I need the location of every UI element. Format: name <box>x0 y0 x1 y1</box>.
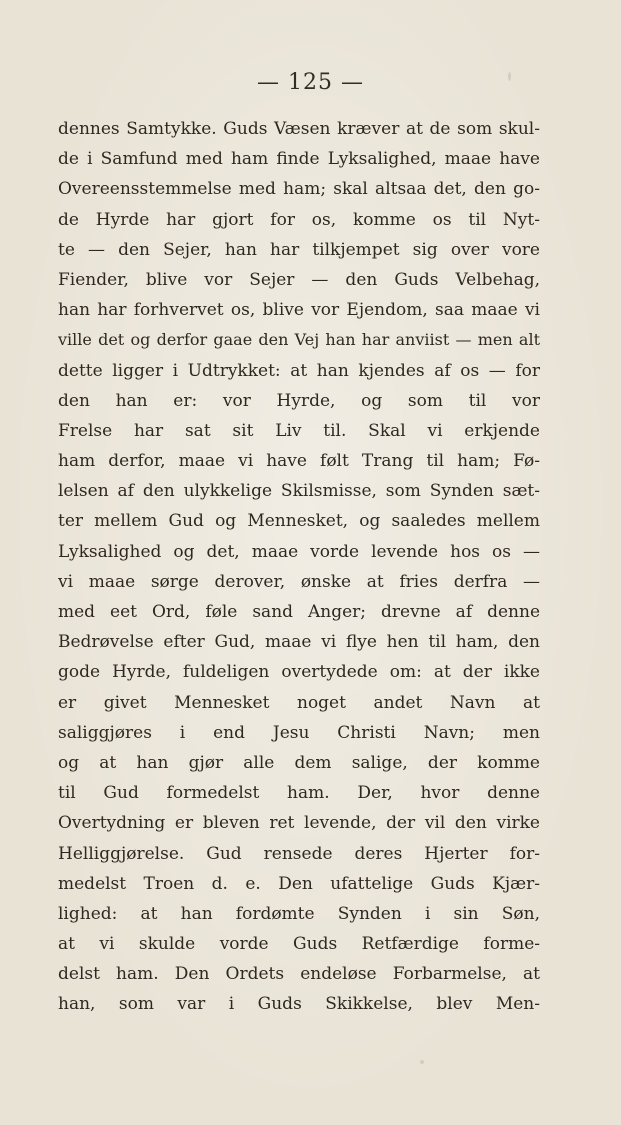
text-line: lighed: at han fordømte Synden i sin Søn, <box>58 903 540 924</box>
text-line: til Gud formedelst ham. Der, hvor denne <box>58 783 540 804</box>
body-text <box>58 114 540 1020</box>
text-line: de Hyrde har gjort for os, komme os til Nyt- <box>58 209 540 230</box>
text-line: dennes Samtykke. Guds Væsen kræver at de som skul- <box>58 119 540 139</box>
text-line: at vi skulde vorde Guds Retfærdige forme- <box>58 934 540 955</box>
text-line: dette ligger i Udtrykket: at han kjendes af os — for <box>58 360 540 381</box>
text-line: Lyksalighed og det, maae vorde levende hos os — <box>58 541 540 562</box>
text-line: gode Hyrde, fuldeligen overtydede om: at der ikke <box>58 662 540 683</box>
text-line: Overtydning er bleven ret levende, der vil den virke <box>58 813 540 834</box>
paper-blemish <box>508 72 511 81</box>
text-line: han har forhvervet os, blive vor Ejendom, saa maae vi <box>58 300 540 321</box>
text-line: Fiender, blive vor Sejer — den Guds Velbehag, <box>58 269 540 290</box>
text-line: de i Samfund med ham finde Lyksalighed, maae have <box>58 149 540 170</box>
text-line: ville det og derfor gaae den Vej han har anviist — men alt <box>58 330 540 350</box>
text-line: Helliggjørelse. Gud rensede deres Hjerter for- <box>58 843 540 864</box>
text-line: Frelse har sat sit Liv til. Skal vi erkjende <box>58 420 540 441</box>
text-line: vi maae sørge derover, ønske at fries derfra — <box>58 571 540 592</box>
text-line: er givet Mennesket noget andet Navn at <box>58 692 540 713</box>
text-line: lelsen af den ulykkelige Skilsmisse, som Synden sæt- <box>58 481 540 502</box>
text-line: med eet Ord, føle sand Anger; drevne af denne <box>58 602 540 622</box>
text-line: og at han gjør alle dem salige, der komme <box>58 752 540 773</box>
text-line: den han er: vor Hyrde, og som til vor <box>58 390 540 411</box>
text-line: delst ham. Den Ordets endeløse Forbarmelse, at <box>58 964 540 985</box>
text-line: ter mellem Gud og Mennesket, og saaledes mellem <box>58 511 540 532</box>
text-line: medelst Troen d. e. Den ufattelige Guds Kjær- <box>58 873 540 894</box>
text-line: ham derfor, maae vi have følt Trang til ham; Fø- <box>58 451 540 472</box>
text-line: te — den Sejer, han har tilkjempet sig over vore <box>58 239 540 260</box>
text-line: saliggjøres i end Jesu Christi Navn; men <box>58 722 540 743</box>
page-number: — 125 — <box>257 70 364 95</box>
text-line: Bedrøvelse efter Gud, maae vi flye hen til ham, den <box>58 632 540 653</box>
paper-blemish <box>420 1060 424 1064</box>
text-line: Overeensstemmelse med ham; skal altsaa det, den go- <box>58 179 540 200</box>
text-line: han, som var i Guds Skikkelse, blev Men- <box>58 994 540 1015</box>
